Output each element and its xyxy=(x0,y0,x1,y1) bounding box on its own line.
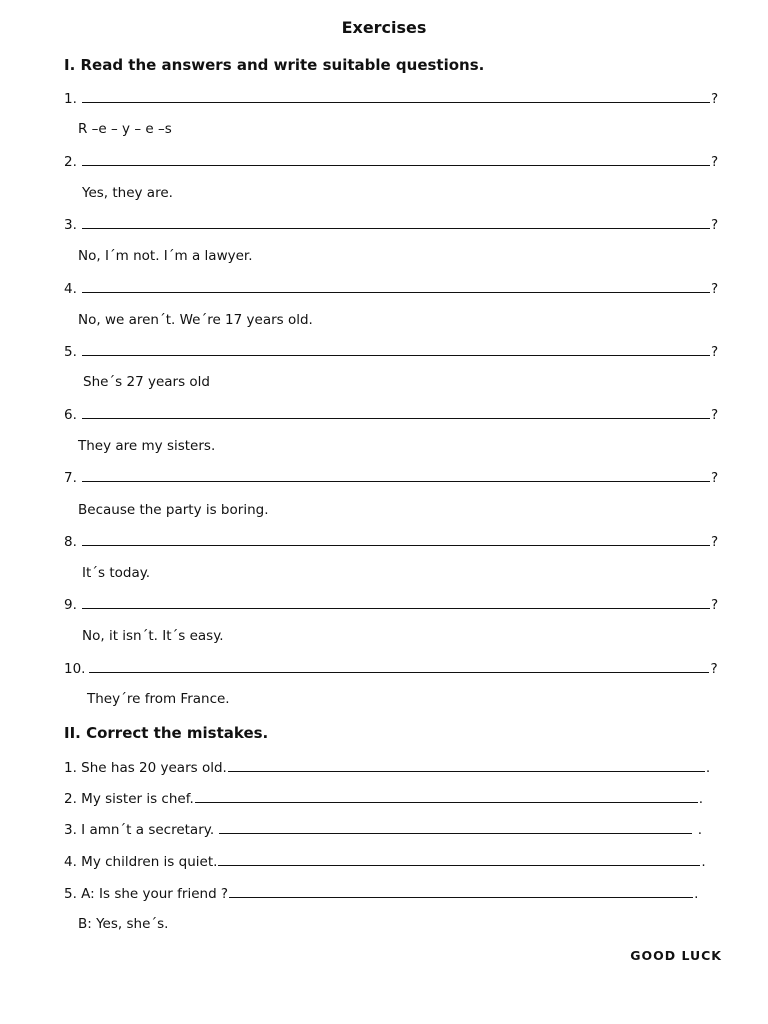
question-mark: ? xyxy=(710,661,718,677)
sentence-text: 1. She has 20 years old. xyxy=(64,760,227,776)
question-line xyxy=(64,406,718,423)
question-number: 9. xyxy=(64,597,77,613)
section-2-heading: II. Correct the mistakes. xyxy=(64,724,269,742)
question-mark: ? xyxy=(711,407,719,423)
question-mark: ? xyxy=(711,281,719,297)
question-number: 4. xyxy=(64,281,77,297)
question-mark: ? xyxy=(711,597,719,613)
answer-blank[interactable] xyxy=(82,280,710,293)
given-answer: R –e – y – e –s xyxy=(78,121,172,137)
sentence-text: 4. My children is quiet. xyxy=(64,854,218,870)
answer-blank[interactable] xyxy=(82,153,710,166)
question-line xyxy=(64,343,718,360)
closing-text: GOOD LUCK xyxy=(630,948,722,963)
question-mark: ? xyxy=(711,217,719,233)
correction-line xyxy=(64,759,710,776)
sentence-text: 5. A: Is she your friend ? xyxy=(64,886,229,902)
given-answer: They are my sisters. xyxy=(78,438,216,454)
given-answer: No, I´m not. I´m a lawyer. xyxy=(78,248,253,264)
correction-blank[interactable] xyxy=(228,759,705,772)
question-number: 3. xyxy=(64,217,77,233)
correction-blank[interactable] xyxy=(219,821,692,834)
line-end: . xyxy=(698,791,704,807)
correction-blank[interactable] xyxy=(229,885,693,898)
question-number: 6. xyxy=(64,407,77,423)
page-title: Exercises xyxy=(341,18,427,37)
sentence-text: 3. I amn´t a secretary. xyxy=(64,822,219,838)
question-number: 2. xyxy=(64,154,77,170)
question-line xyxy=(64,216,718,233)
question-line xyxy=(64,596,718,613)
question-mark: ? xyxy=(711,154,719,170)
answer-blank[interactable] xyxy=(82,90,710,103)
section-1-heading: I. Read the answers and write suitable questions. xyxy=(64,56,485,74)
answer-blank[interactable] xyxy=(82,533,710,546)
correction-line xyxy=(64,885,698,902)
question-number: 8. xyxy=(64,534,77,550)
sentence-text: 2. My sister is chef. xyxy=(64,791,194,807)
dialogue-line: B: Yes, she´s. xyxy=(78,916,169,932)
line-end: . xyxy=(705,760,711,776)
given-answer: No, we aren´t. We´re 17 years old. xyxy=(78,312,313,328)
question-mark: ? xyxy=(711,470,719,486)
question-line xyxy=(64,660,718,677)
line-end: . xyxy=(694,886,699,902)
correction-line xyxy=(64,790,703,807)
answer-blank[interactable] xyxy=(89,660,709,673)
question-line xyxy=(64,533,718,550)
answer-blank[interactable] xyxy=(82,596,710,609)
given-answer: Because the party is boring. xyxy=(78,502,269,518)
answer-blank[interactable] xyxy=(82,216,710,229)
question-line xyxy=(64,90,718,107)
given-answer: They´re from France. xyxy=(87,691,230,707)
question-number: 1. xyxy=(64,91,77,107)
given-answer: It´s today. xyxy=(82,565,151,581)
line-end: . xyxy=(701,854,706,870)
question-line xyxy=(64,153,718,170)
question-number: 5. xyxy=(64,344,77,360)
question-line xyxy=(64,280,718,297)
correction-line xyxy=(64,821,702,838)
answer-blank[interactable] xyxy=(82,469,710,482)
answer-blank[interactable] xyxy=(82,406,710,419)
given-answer: Yes, they are. xyxy=(82,185,173,201)
answer-blank[interactable] xyxy=(82,343,710,356)
question-line xyxy=(64,469,718,486)
correction-blank[interactable] xyxy=(218,853,700,866)
question-mark: ? xyxy=(711,91,719,107)
line-end: . xyxy=(693,822,702,838)
correction-line xyxy=(64,853,706,870)
given-answer: No, it isn´t. It´s easy. xyxy=(82,628,224,644)
correction-blank[interactable] xyxy=(195,790,698,803)
question-number: 7. xyxy=(64,470,77,486)
question-mark: ? xyxy=(711,534,719,550)
given-answer: She´s 27 years old xyxy=(83,374,210,390)
question-number: 10. xyxy=(64,661,86,677)
question-mark: ? xyxy=(711,344,719,360)
